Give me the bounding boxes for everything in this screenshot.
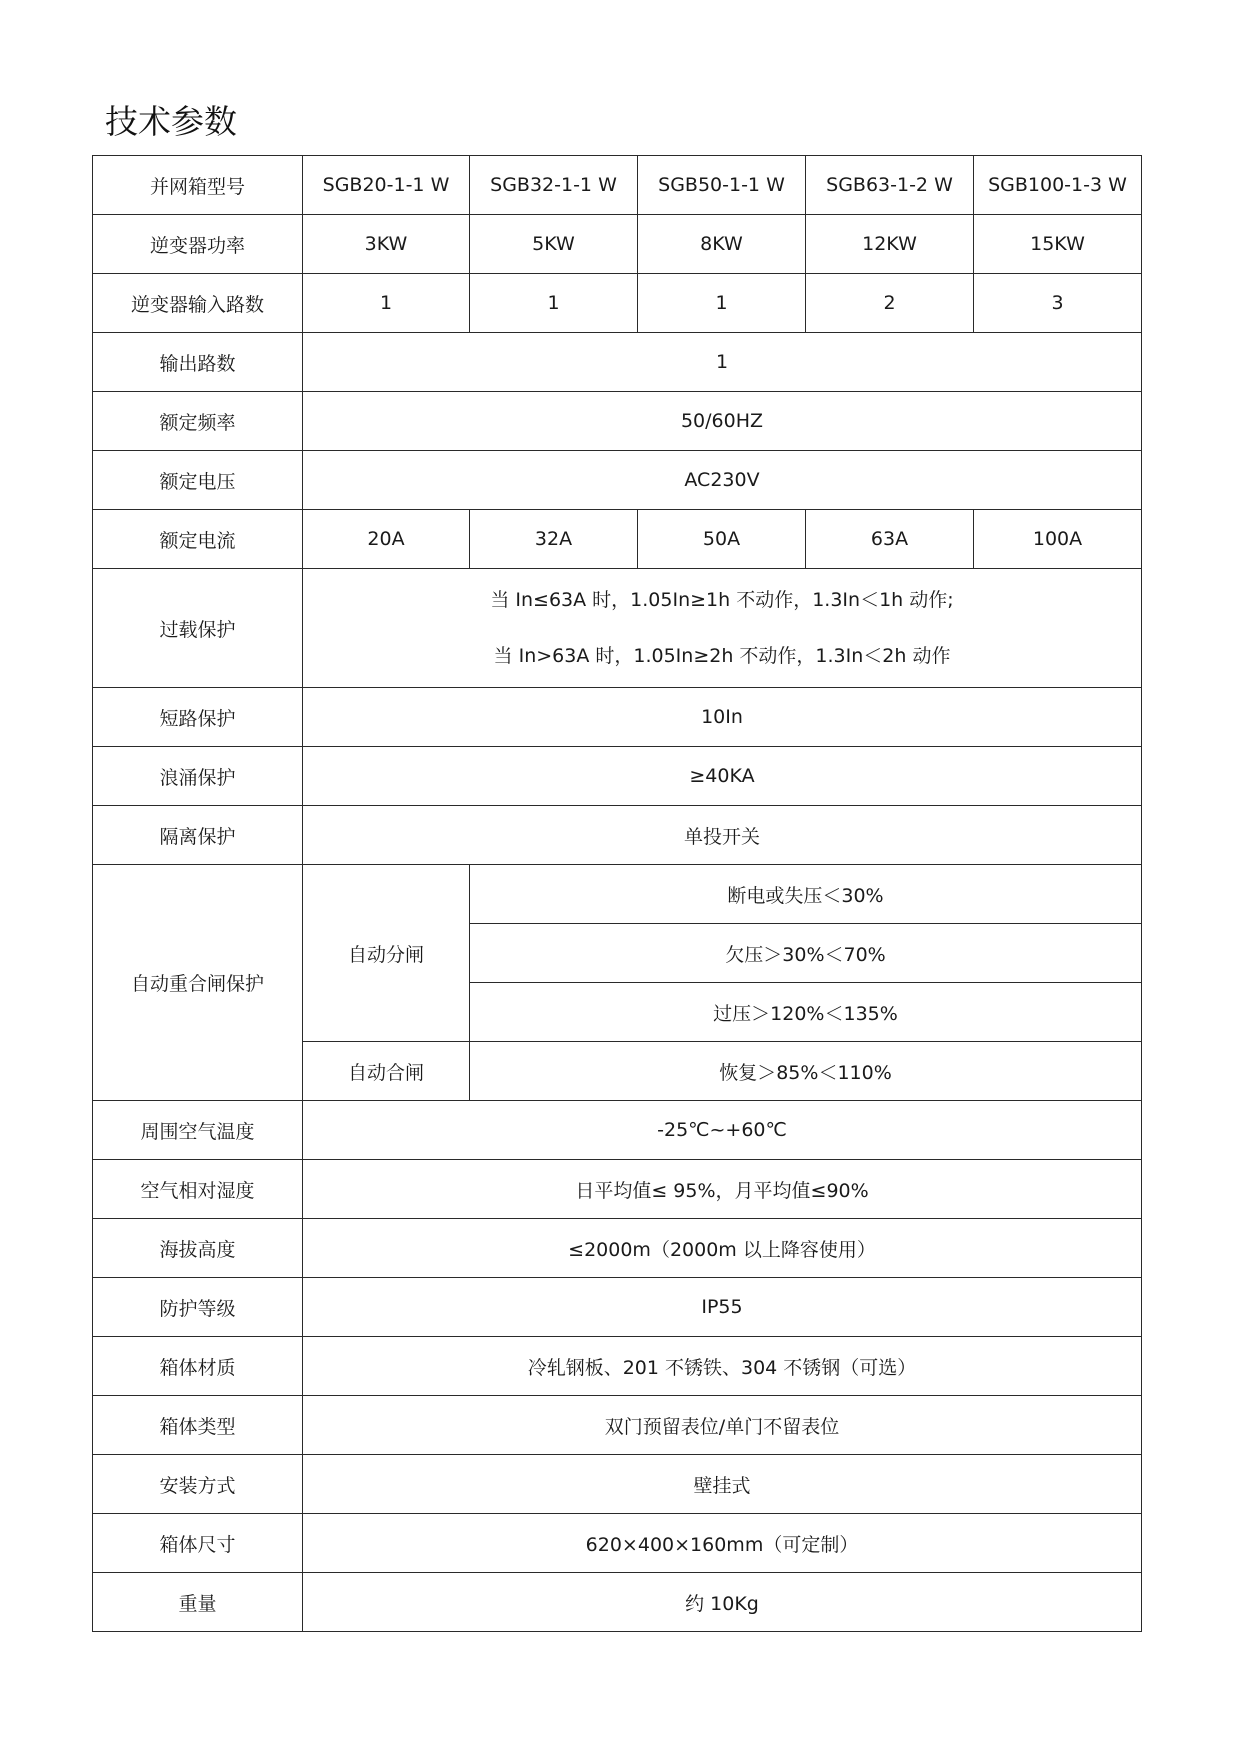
current-cell: 100A: [974, 510, 1142, 569]
table-row-overload-protection: [93, 569, 1142, 688]
row-label: 短路保护: [93, 688, 303, 747]
auto-trip-item: 欠压＞30%＜70%: [470, 924, 1142, 983]
table-row-relative-humidity: [93, 1160, 1142, 1219]
row-label: 箱体尺寸: [93, 1514, 303, 1573]
value-cell: -25℃~+60℃: [303, 1101, 1142, 1160]
row-label: 并网箱型号: [93, 156, 303, 215]
value-cell: 10In: [303, 688, 1142, 747]
table-row-weight: [93, 1573, 1142, 1632]
auto-trip-item: 断电或失压＜30%: [470, 865, 1142, 924]
current-cell: 32A: [470, 510, 638, 569]
page-title: 技术参数: [105, 102, 237, 141]
auto-close-label: 自动合闸: [303, 1042, 470, 1101]
table-row-surge-protection: [93, 747, 1142, 806]
current-cell: 20A: [303, 510, 470, 569]
row-label: 防护等级: [93, 1278, 303, 1337]
table-row-installation: [93, 1455, 1142, 1514]
row-label: 箱体类型: [93, 1396, 303, 1455]
value-cell: ≥40KA: [303, 747, 1142, 806]
inputs-cell: 1: [303, 274, 470, 333]
value-cell: IP55: [303, 1278, 1142, 1337]
power-cell: 12KW: [806, 215, 974, 274]
model-cell: SGB20-1-1 W: [303, 156, 470, 215]
table-row-enclosure-material: [93, 1337, 1142, 1396]
model-cell: SGB32-1-1 W: [470, 156, 638, 215]
value-cell: 冷轧钢板、201 不锈铁、304 不锈钢（可选）: [303, 1337, 1142, 1396]
power-cell: 8KW: [638, 215, 806, 274]
overload-line-2: 当 In>63A 时，1.05In≥2h 不动作，1.3In＜2h 动作: [493, 645, 951, 667]
value-cell: 50/60HZ: [303, 392, 1142, 451]
table-row-rated-current: [93, 510, 1142, 569]
value-cell: 双门预留表位/单门不留表位: [303, 1396, 1142, 1455]
value-cell: 日平均值≤ 95%，月平均值≤90%: [303, 1160, 1142, 1219]
row-label: 逆变器功率: [93, 215, 303, 274]
table-row-rated-voltage: [93, 451, 1142, 510]
row-label: 安装方式: [93, 1455, 303, 1514]
inputs-cell: 2: [806, 274, 974, 333]
inputs-cell: 1: [638, 274, 806, 333]
overload-line-1: 当 In≤63A 时，1.05In≥1h 不动作，1.3In＜1h 动作;: [490, 589, 954, 611]
power-cell: 3KW: [303, 215, 470, 274]
table-row-auto-reclose: [93, 865, 1142, 924]
table-row-protection-grade: [93, 1278, 1142, 1337]
table-row-output-count: [93, 333, 1142, 392]
table-row-inverter-inputs: [93, 274, 1142, 333]
row-label: 海拔高度: [93, 1219, 303, 1278]
table-row-dimensions: [93, 1514, 1142, 1573]
row-label: 重量: [93, 1573, 303, 1632]
row-label: 箱体材质: [93, 1337, 303, 1396]
model-cell: SGB100-1-3 W: [974, 156, 1142, 215]
spec-table: [92, 155, 1142, 1632]
table-row-ambient-temperature: [93, 1101, 1142, 1160]
value-cell: 单投开关: [303, 806, 1142, 865]
inputs-cell: 1: [470, 274, 638, 333]
current-cell: 63A: [806, 510, 974, 569]
table-row-isolation-protection: [93, 806, 1142, 865]
value-cell: [303, 569, 1142, 688]
table-row-enclosure-type: [93, 1396, 1142, 1455]
value-cell: 620×400×160mm（可定制）: [303, 1514, 1142, 1573]
auto-trip-item: 过压＞120%＜135%: [470, 983, 1142, 1042]
value-cell: 约 10Kg: [303, 1573, 1142, 1632]
table-row-altitude: [93, 1219, 1142, 1278]
value-cell: ≤2000m（2000m 以上降容使用）: [303, 1219, 1142, 1278]
model-cell: SGB50-1-1 W: [638, 156, 806, 215]
row-label: 输出路数: [93, 333, 303, 392]
model-cell: SGB63-1-2 W: [806, 156, 974, 215]
power-cell: 15KW: [974, 215, 1142, 274]
row-label: 过载保护: [93, 569, 303, 688]
row-label: 逆变器输入路数: [93, 274, 303, 333]
row-label: 浪涌保护: [93, 747, 303, 806]
row-label: 自动重合闸保护: [93, 865, 303, 1101]
table-row-short-circuit: [93, 688, 1142, 747]
table-row-rated-frequency: [93, 392, 1142, 451]
auto-trip-label: 自动分闸: [303, 865, 470, 1042]
table-row-inverter-power: [93, 215, 1142, 274]
row-label: 隔离保护: [93, 806, 303, 865]
inputs-cell: 3: [974, 274, 1142, 333]
row-label: 空气相对湿度: [93, 1160, 303, 1219]
table-row-model: [93, 156, 1142, 215]
row-label: 额定电流: [93, 510, 303, 569]
power-cell: 5KW: [470, 215, 638, 274]
auto-close-item: 恢复＞85%＜110%: [470, 1042, 1142, 1101]
current-cell: 50A: [638, 510, 806, 569]
row-label: 额定电压: [93, 451, 303, 510]
value-cell: 1: [303, 333, 1142, 392]
row-label: 额定频率: [93, 392, 303, 451]
value-cell: AC230V: [303, 451, 1142, 510]
row-label: 周围空气温度: [93, 1101, 303, 1160]
value-cell: 壁挂式: [303, 1455, 1142, 1514]
